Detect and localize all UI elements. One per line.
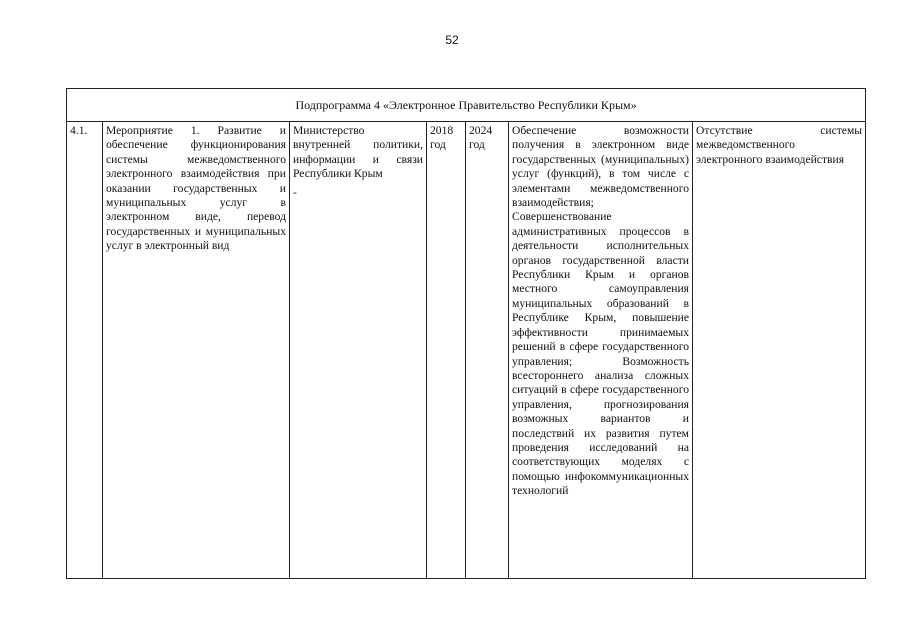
row-number-cell [67, 122, 103, 579]
start-year: 2018 год [430, 124, 454, 152]
end-year-cell [466, 122, 509, 579]
start-year-cell [427, 122, 466, 579]
executor-mark: - [293, 185, 297, 199]
consequences-text: Отсутствие системы межведомственного электронного взаимодействия [696, 124, 863, 166]
executor-cell [290, 122, 427, 579]
activity-text: Мероприятие 1. Развитие и обеспечение функционирования системы межведомственного электронного взаимодействия при оказании государственных и муниципальных услуг в электронном виде, перевод государственных и муниципальных услуг в электронный вид [106, 124, 286, 253]
subprogram-header-row [67, 89, 866, 122]
program-table [66, 88, 866, 579]
executor-text: Министерство внутренней политики, информации и связи Республики Крым [293, 124, 423, 181]
expected-result-cell [509, 122, 693, 579]
page-number: 52 [445, 33, 459, 47]
end-year: 2024 год [469, 124, 493, 152]
consequences-cell [693, 122, 866, 579]
subprogram-title: Подпрограмма 4 «Электронное Правительство Республики Крым» [67, 89, 866, 122]
table-row [67, 122, 866, 579]
expected-result-text: Обеспечение возможности получения в электронном виде государственных (муниципальных) услуг (функций), в том числе с элементами межведомственного взаимодействия; Совершенствование административных процессов в деятельности исполнительных органов государственной власти Республики Крым и органов местного самоуправления муниципальных образований в Республике Крым, повышение эффективности принимаемых решений в сфере государственного управления; Возможность всестороннего анализа сложных ситуаций в сфере государственного управления, прогнозирования возможных вариантов и последствий их развития путем проведения исследований на соответствующих моделях с помощью инфокоммуникационных технологий [512, 124, 689, 498]
activity-cell [103, 122, 290, 579]
row-number: 4.1. [70, 124, 88, 137]
